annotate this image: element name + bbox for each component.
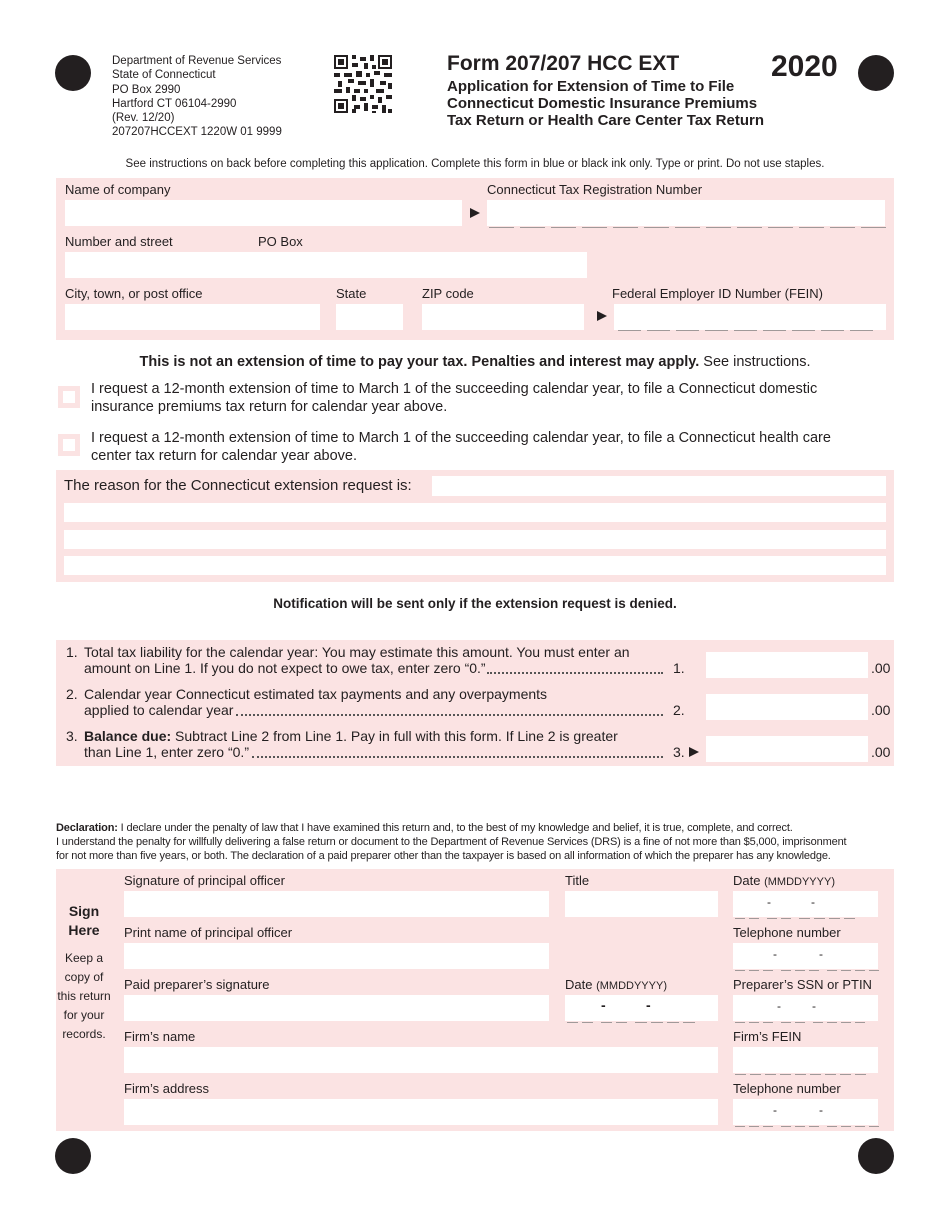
domestic-insurance-checkbox[interactable] — [58, 386, 80, 408]
line-1-number: 1. — [66, 644, 78, 660]
zip-input[interactable] — [422, 304, 584, 330]
city-label: City, town, or post office — [65, 286, 203, 301]
leader-dots — [487, 672, 663, 674]
ssn-ptin-label: Preparer’s SSN or PTIN — [733, 977, 872, 992]
line-3-text1: Subtract Line 2 from Line 1. Pay in full with this form. If Line 2 is greater — [171, 728, 618, 744]
firm-name-label: Firm’s name — [124, 1029, 196, 1044]
phone-separator: - — [773, 947, 777, 961]
phone-separator: - — [819, 947, 823, 961]
health-care-request — [91, 429, 831, 465]
preparer-date-separator: - — [601, 997, 606, 1013]
line-2-amount-input[interactable] — [706, 694, 868, 720]
arrow-right-icon — [596, 310, 608, 322]
declaration-line-1: I declare under the penalty of law that I have examined this return and, to the best of my knowledge and belief, it is true, complete, and correct. — [117, 822, 793, 834]
ssn-separator: - — [777, 999, 781, 1013]
line-1-text: amount on Line 1. If you do not expect to owe tax, enter zero “0.” — [84, 660, 486, 676]
state-input[interactable] — [336, 304, 403, 330]
agency-line: Department of Revenue Services — [112, 55, 282, 67]
date-label-text: Date — [733, 873, 761, 888]
reason-input-line[interactable] — [432, 476, 886, 496]
instructions-text: See instructions on back before completing this application. Complete this form in blue or black ink only. Type or print. Do not use staples. — [125, 158, 825, 170]
agency-line: 207207HCCEXT 1220W 01 9999 — [112, 126, 282, 139]
line-3-number: 3. — [66, 728, 78, 744]
title-label: Title — [565, 873, 590, 888]
preparer-date-format: (MMDDYYYY) — [596, 980, 667, 992]
company-name-input[interactable] — [65, 200, 462, 226]
declaration-line — [56, 821, 896, 835]
subtitle-line: Connecticut Domestic Insurance Premiums — [447, 95, 758, 112]
form-title: Form 207/207 HCC EXT — [447, 52, 680, 75]
line-2-number: 2. — [66, 686, 78, 702]
firm-phone-digit-guides — [735, 1118, 879, 1127]
form-subtitle — [447, 78, 764, 129]
line-2-ref: 2. — [673, 702, 685, 718]
health-care-checkbox[interactable] — [58, 434, 80, 456]
print-name-label: Print name of principal officer — [124, 925, 293, 940]
notification-note: Notification will be sent only if the extension request is denied. — [273, 596, 677, 611]
po-box-label: PO Box — [258, 234, 303, 249]
arrow-right-icon — [688, 746, 700, 758]
preparer-date-label — [565, 977, 667, 992]
zip-label: ZIP code — [422, 286, 474, 301]
line-2-text: applied to calendar year — [84, 702, 234, 718]
date-separator: - — [811, 895, 815, 909]
firm-fein-label: Firm’s FEIN — [733, 1029, 802, 1044]
firm-telephone-label: Telephone number — [733, 1081, 841, 1096]
firm-fein-digit-guides — [735, 1066, 866, 1075]
reason-input-line[interactable] — [64, 556, 886, 575]
preparer-date-digit-guides — [567, 1014, 695, 1023]
state-label: State — [336, 286, 367, 301]
date-separator: - — [767, 895, 771, 909]
subtitle-line: Tax Return or Health Care Center Tax Return — [447, 112, 765, 129]
line-1-text: Total tax liability for the calendar year: You may estimate this amount. You must enter an — [84, 644, 630, 660]
registration-mark-icon — [858, 1138, 894, 1174]
firm-phone-separator: - — [773, 1103, 777, 1117]
fein-digit-guides — [618, 322, 873, 331]
line-3-text — [84, 728, 618, 744]
line-3-text: than Line 1, enter zero “0.” — [84, 744, 249, 760]
registration-mark-icon — [858, 55, 894, 91]
keep-copy-note: Keep a copy of this return for your records. — [57, 951, 111, 1041]
request-text: I request a 12-month extension of time to March 1 of the succeeding calendar year, to file a Connecticut domestic — [91, 381, 818, 397]
line-3-cents: .00 — [871, 744, 891, 760]
request-text: insurance premiums tax return for calendar year above. — [91, 399, 448, 415]
street-input[interactable] — [65, 252, 587, 278]
line-3-bold: Balance due: — [84, 728, 172, 744]
leader-dots — [236, 714, 663, 716]
request-text: center tax return for calendar year above. — [91, 448, 357, 464]
agency-line: State of Connecticut — [112, 69, 216, 82]
tax-registration-digit-guides — [489, 219, 886, 228]
telephone-label: Telephone number — [733, 925, 841, 940]
line-1-amount-input[interactable] — [706, 652, 868, 678]
agency-line: PO Box 2990 — [112, 83, 181, 96]
preparer-signature-input[interactable] — [124, 995, 549, 1021]
date-format: (MMDDYYYY) — [764, 876, 835, 888]
form-year: 2020 — [771, 50, 838, 83]
registration-mark-icon — [55, 1138, 91, 1174]
title-input[interactable] — [565, 891, 718, 917]
line-1-ref: 1. — [673, 660, 685, 676]
line-2-text: Calendar year Connecticut estimated tax payments and any overpayments — [84, 686, 548, 702]
declaration-bold: Declaration: — [56, 822, 118, 834]
agency-line: (Rev. 12/20) — [112, 112, 175, 125]
officer-signature-label: Signature of principal officer — [124, 873, 285, 888]
ssn-separator: - — [812, 999, 816, 1013]
city-input[interactable] — [65, 304, 320, 330]
leader-dots — [252, 756, 663, 758]
firm-address-label: Firm’s address — [124, 1081, 210, 1096]
line-3-amount-input[interactable] — [706, 736, 868, 762]
agency-block — [112, 54, 282, 140]
qr-code-icon — [334, 55, 392, 113]
registration-mark-icon — [55, 55, 91, 91]
declaration-line: for not more than five years, or both. The declaration of a paid preparer other than the taxpayer is based on all information of which the preparer has any knowledge. — [56, 850, 831, 862]
date-label — [733, 873, 835, 888]
reason-input-line[interactable] — [64, 503, 886, 522]
arrow-right-icon — [469, 207, 481, 219]
preparer-date-separator: - — [646, 997, 651, 1013]
preparer-date-label-text: Date — [565, 977, 593, 992]
line-3-ref: 3. — [673, 744, 685, 760]
officer-signature-input[interactable] — [124, 891, 549, 917]
company-name-label: Name of company — [65, 182, 171, 197]
tax-registration-label: Connecticut Tax Registration Number — [487, 182, 703, 197]
subtitle-line: Application for Extension of Time to File — [447, 78, 735, 95]
ssn-digit-guides — [735, 1014, 865, 1023]
print-name-input[interactable] — [124, 943, 549, 969]
firm-address-input[interactable] — [124, 1099, 718, 1125]
street-label: Number and street — [65, 234, 173, 249]
payment-notice — [0, 354, 950, 370]
preparer-signature-label: Paid preparer’s signature — [124, 977, 270, 992]
date-digit-guides — [735, 910, 855, 919]
payment-notice-bold: This is not an extension of time to pay your tax. Penalties and interest may apply. — [139, 354, 700, 370]
declaration-line: I understand the penalty for willfully delivering a false return or document to the Department of Revenue Services (DRS) is a fine of not more than $5,000, imprisonment — [56, 836, 847, 848]
reason-label: The reason for the Connecticut extension request is: — [64, 477, 412, 494]
fein-label: Federal Employer ID Number (FEIN) — [612, 286, 823, 301]
agency-line: Hartford CT 06104-2990 — [112, 97, 237, 110]
reason-input-line[interactable] — [64, 530, 886, 549]
firm-name-input[interactable] — [124, 1047, 718, 1073]
firm-phone-separator: - — [819, 1103, 823, 1117]
request-text: I request a 12-month extension of time to March 1 of the succeeding calendar year, to file a Connecticut health care — [91, 430, 831, 446]
line-2-cents: .00 — [871, 702, 891, 718]
sign-here-title: Sign Here — [68, 903, 100, 938]
domestic-insurance-request — [91, 380, 817, 416]
line-1-cents: .00 — [871, 660, 891, 676]
declaration-text — [56, 821, 896, 863]
payment-notice-rest: See instructions. — [699, 354, 811, 370]
phone-digit-guides — [735, 962, 879, 971]
